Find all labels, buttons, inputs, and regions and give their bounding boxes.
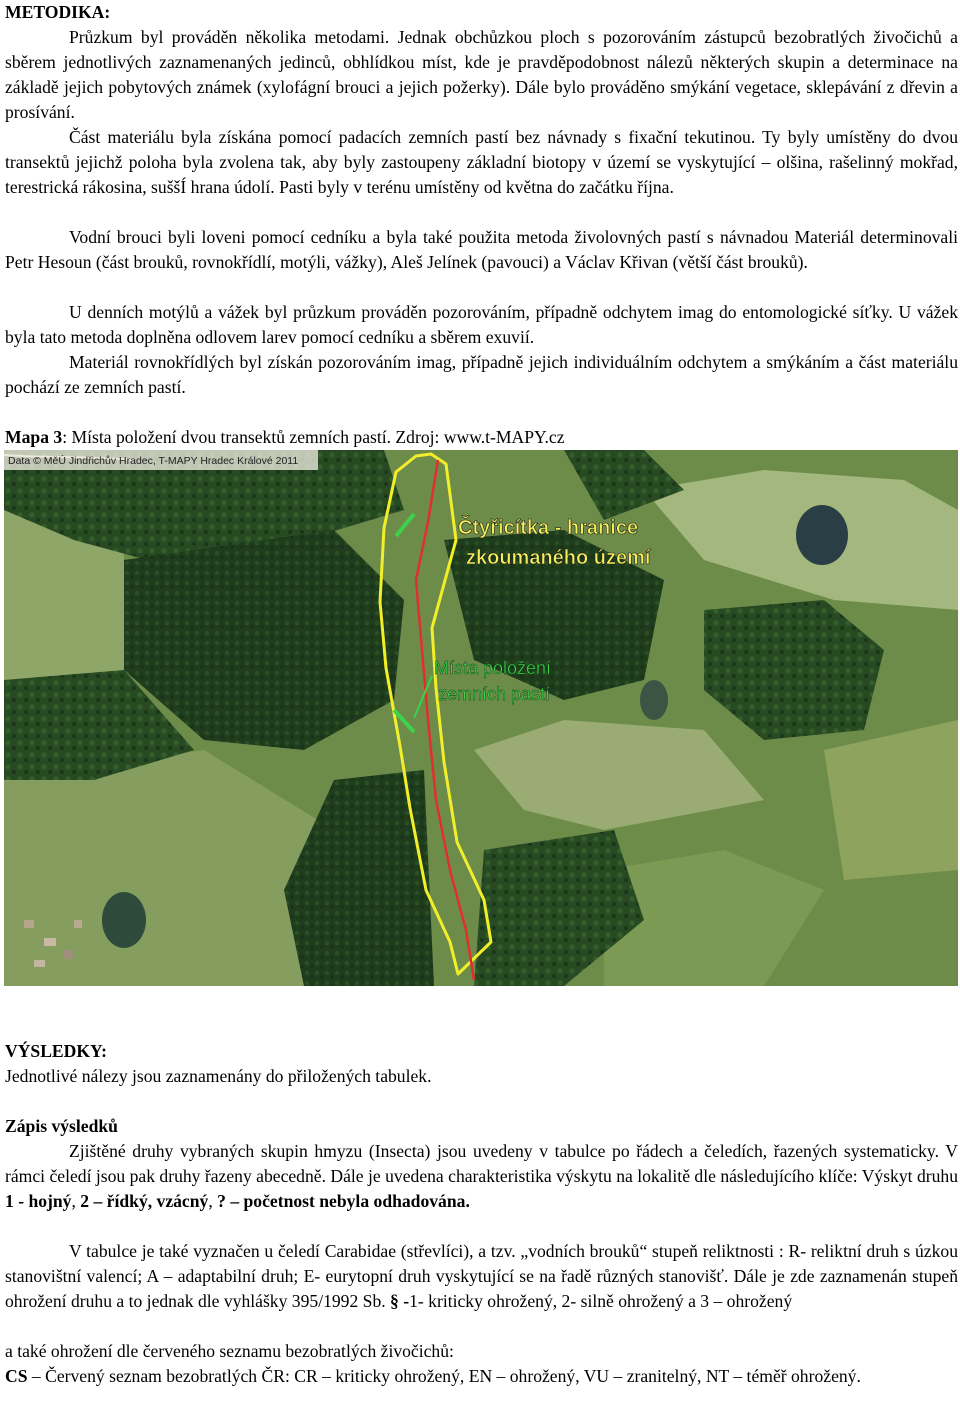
pond-northeast bbox=[796, 505, 848, 565]
paragraph-records-1 bbox=[5, 1139, 958, 1214]
label-boundary-line1: Čtyřicítka - hranice bbox=[458, 517, 639, 539]
paragraph-methods-4: U denních motýlů a vážek byl průzkum prováděn pozorováním, případně odchytem imag do entomologické síťky. U vážek byla tato metoda doplněna odlovem larev pomocí cedníku a sběrem exuvií. bbox=[5, 302, 958, 347]
key-abundant: 1 - hojný bbox=[5, 1191, 72, 1211]
section-heading-metodika: METODIKA: bbox=[5, 2, 111, 22]
section-heading-zapis: Zápis výsledků bbox=[5, 1116, 118, 1136]
redlist-text: – Červený seznam bezobratlých ČR: CR – kriticky ohrožený, EN – ohrožený, VU – zranitelný, NT – téměř ohrožený. bbox=[27, 1366, 861, 1386]
map-caption-label: Mapa 3 bbox=[5, 427, 63, 447]
section-sign: § - bbox=[390, 1291, 410, 1311]
redlist-abbrev: CS bbox=[5, 1366, 28, 1386]
pond-east bbox=[640, 680, 668, 720]
records-2-levels: 1- kriticky ohrožený, 2- silně ohrožený a 3 – ohrožený bbox=[409, 1291, 793, 1311]
records-1-sep1: , bbox=[71, 1191, 81, 1211]
aerial-map-graphic bbox=[4, 450, 958, 986]
records-1-sep2: , bbox=[208, 1191, 218, 1211]
label-traps-line1: Místa položení bbox=[434, 658, 552, 678]
key-unknown: ? – početnost nebyla odhadována. bbox=[217, 1191, 470, 1211]
label-boundary-line2: zkoumaného území bbox=[466, 547, 651, 569]
label-traps-line2: zemních pastí bbox=[438, 684, 551, 704]
map-caption-text: : Místa položení dvou transektů zemních pastí. Zdroj: www.t-MAPY.cz bbox=[62, 427, 565, 447]
paragraph-methods-2: Část materiálu byla získána pomocí padacích zemních pastí bez návnady s fixační tekutinou. Ty byly umístěny do dvou transektů jejichž poloha byla zvolena tak, aby byly zastoupeny základní biotopy v území se vyskytující – olšina, rašelinný mokřad, terestrická rákosina, suššÍ hrana údolí. Pasti byly v terénu umístěny od května do začátku října. bbox=[5, 127, 958, 197]
paragraph-records-2 bbox=[5, 1239, 958, 1314]
section-heading-vysledky: VÝSLEDKY: bbox=[5, 1041, 108, 1061]
pond-southwest bbox=[102, 892, 146, 948]
records-2-text: V tabulce je také vyznačen u čeledí Carabidae (střevlíci), a tzv. „vodních brouků“ stupeň reliktnosti : R- reliktní druh s úzkou stanovištní valencí; A – adaptabilní druh; E- eurytopní druh vyskytující se na řadě různých stanovišť. Dále je zde zaznamenán stupeň ohrožení druhu a to jednak dle vyhlášky 395/1992 Sb. bbox=[5, 1241, 958, 1311]
paragraph-records-4 bbox=[5, 1364, 958, 1389]
paragraph-results: Jednotlivé nálezy jsou zaznamenány do přiložených tabulek. bbox=[5, 1066, 432, 1086]
paragraph-methods-5: Materiál rovnokřídlých byl získán pozorováním imag, případně jejich individuálním odchytem a smýkáním a část materiálu pochází ze zemních pastí. bbox=[5, 352, 958, 397]
map-data-credit: Data © MěÚ Jindřichův Hradec, T-MAPY Hradec Králové 2011 bbox=[8, 455, 299, 467]
records-1-text: Zjištěné druhy vybraných skupin hmyzu (Insecta) jsou uvedeny v tabulce po řádech a čeledích, řazených systematicky. V rámci čeledí jsou pak druhy řazeny abecedně. Dále je uvedena charakteristika výskytu na lokalitě dle následujícího klíče: Výskyt druhu bbox=[5, 1141, 958, 1186]
paragraph-records-3: a také ohrožení dle červeného seznamu bezobratlých živočichů: bbox=[5, 1341, 454, 1361]
paragraph-methods-1: Průzkum byl prováděn několika metodami. Jednak obchůzkou ploch s pozorováním zástupců bezobratlých živočichů a sběrem jednotlivých zaznamenaných jedinců, obhlídkou míst, kde je pravděpodobnost nálezů některých skupin a determinace na základě jejich pobytových známek (xylofágní brouci a jejich požerky). Dále bylo prováděno smýkání vegetace, sklepávání z dřevin a prosívání. bbox=[5, 27, 958, 122]
paragraph-methods-3: Vodní brouci byli loveni pomocí cedníku a byla také použita metoda živolovných pastí s návnadou Materiál determinovali Petr Hesoun (část brouků, rovnokřídlí, motýli, vážky), Aleš Jelínek (pavouci) a Václav Křivan (větší část brouků). bbox=[5, 227, 958, 272]
aerial-map bbox=[4, 450, 958, 986]
key-rare: 2 – řídký, vzácný bbox=[80, 1191, 209, 1211]
map-caption bbox=[5, 425, 958, 450]
